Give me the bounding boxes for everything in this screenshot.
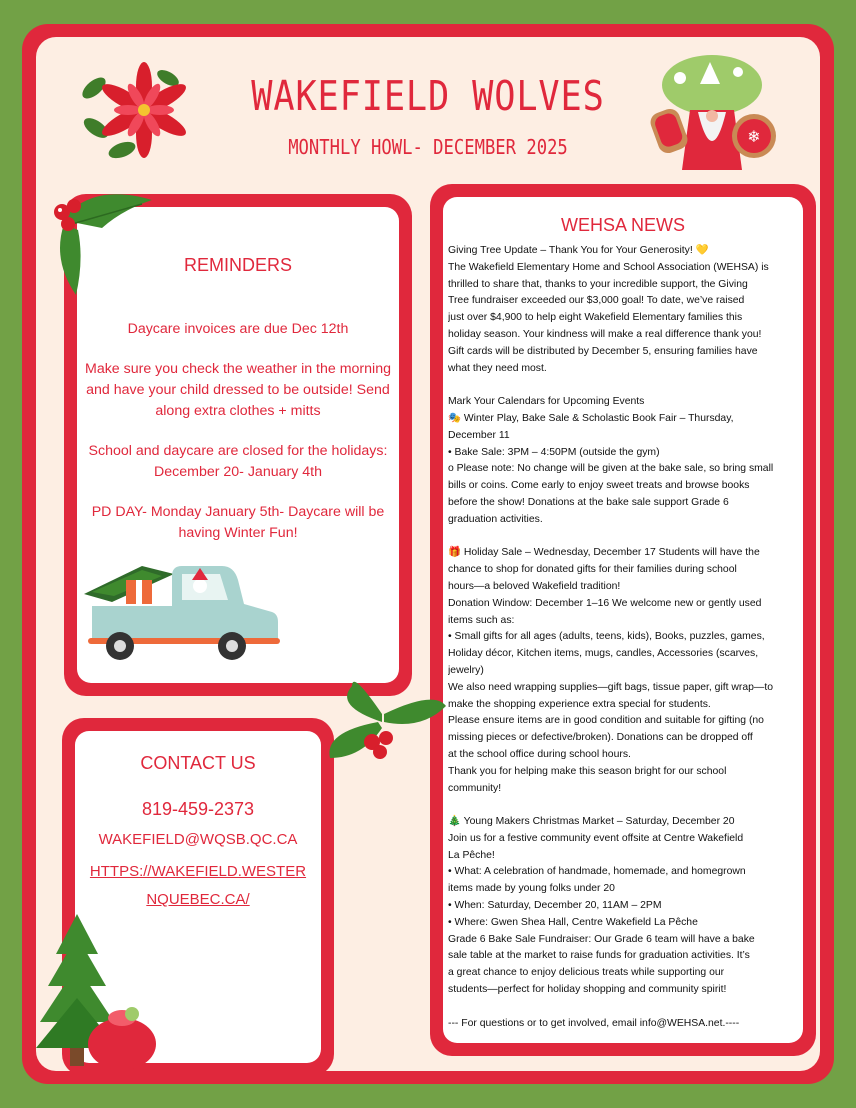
news-line: students—perfect for holiday shopping and community spirit! [448,984,727,996]
news-line: before the show! Donations at the bake sale support Grade 6 [448,496,729,508]
news-line: sale table at the market to raise funds for graduation activities. It’s [448,950,750,962]
contact-email: WAKEFIELD@WQSB.QC.CA [98,831,298,848]
christmas-tree-gift-icon [36,914,166,1074]
news-text [448,243,801,1032]
truck-with-tree-icon [82,556,282,668]
news-line: jewelry) [448,664,484,676]
news-line: • Where: Gwen Shea Hall, Centre Wakefield La Pêche [448,916,698,928]
news-line: December 11 [448,429,510,441]
news-card-body [443,197,803,1043]
newsletter-title: WAKEFIELD WOLVES [251,72,605,120]
news-blank-line [448,999,801,1016]
news-line: holiday season. Your kindness will make a real difference thank you! [448,328,762,340]
reminders-heading: REMINDERS [183,255,292,275]
reminder-item: School and daycare are closed for the holidays: December 20- January 4th [88,443,388,480]
news-line: items such as: [448,614,515,626]
news-heading: WEHSA NEWS [560,215,685,235]
contact-website-link[interactable]: HTTPS://WAKEFIELD.WESTERNQUEBEC.CA/ [89,863,307,908]
news-blank-line [448,377,801,394]
newsletter-subtitle: MONTHLY HOWL- DECEMBER 2025 [288,135,568,159]
contact-phone: 819-459-2373 [141,799,255,819]
holly-icon [42,180,172,300]
news-line: hours—a beloved Wakefield tradition! [448,580,621,592]
news-line: Donation Window: December 1–16 We welcome new or gently used [448,597,762,609]
news-line: Holiday décor, Kitchen items, mugs, candles, Accessories (scarves, [448,648,759,660]
news-line: chance to shop for donated gifts for their families during school [448,564,737,576]
news-line: Gift cards will be distributed by December 5, ensuring families have [448,345,758,357]
reminder-item: Daycare invoices are due Dec 12th [127,321,349,337]
news-line: 🎄 Young Makers Christmas Market – Saturday, December 20 [448,816,735,828]
gnome-cookies-icon [650,50,780,180]
news-line: • Bake Sale: 3PM – 4:50PM (outside the gym) [448,446,660,458]
news-line: Giving Tree Update – Thank You for Your Generosity! 💛 [448,245,709,256]
news-line: graduation activities. [448,513,543,525]
news-line: • When: Saturday, December 20, 11AM – 2PM [448,900,662,912]
news-line: a great chance to enjoy delicious treats while supporting our [448,967,725,979]
news-blank-line [448,529,801,546]
news-line: Mark Your Calendars for Upcoming Events [448,396,645,408]
news-line: make the shopping experience extra special for students. [448,698,711,710]
news-blank-line [448,797,801,814]
news-line: Thank you for helping make this season bright for our school [448,765,727,777]
news-line: community! [448,782,502,794]
news-line: bills or coins. Come early to enjoy sweet treats and browse books [448,480,750,492]
news-line: Tree fundraiser exceeded our $3,000 goal! To date, we’ve raised [448,295,745,307]
news-line: missing pieces or defective/broken). Donations can be dropped off [448,732,753,744]
reminder-item: Make sure you check the weather in the morning and have your child dressed to be outside! Send along extra clothes + mitts [85,361,391,419]
news-line: thrilled to share that, thanks to your incredible support, the Giving [448,278,748,290]
poinsettia-icon [72,58,197,163]
svg-text:❄: ❄ [747,127,761,146]
news-line: Join us for a festive community event offsite at Centre Wakefield [448,832,744,844]
news-line: • What: A celebration of handmade, homemade, and homegrown [448,866,746,878]
news-line: what they need most. [448,362,547,374]
reminder-item: PD DAY- Monday January 5th- Daycare will be having Winter Fun! [91,504,385,541]
holly-icon [322,666,452,776]
news-line: o Please note: No change will be given at the bake sale, so bring small [448,463,774,475]
news-line: • Small gifts for all ages (adults, teens, kids), Books, puzzles, games, [448,631,765,643]
news-line: 🎭 Winter Play, Bake Sale & Scholastic Book Fair – Thursday, [448,412,734,424]
news-line: The Wakefield Elementary Home and School Association (WEHSA) is [448,261,769,273]
contact-heading: CONTACT US [140,753,256,773]
news-line: Grade 6 Bake Sale Fundraiser: Our Grade 6 team will have a bake [448,933,755,945]
news-line: --- For questions or to get involved, email info@WEHSA.net.---- [448,1017,740,1029]
news-line: Please ensure items are in good condition and suitable for gifting (no [448,715,764,727]
news-line: at the school office during school hours. [448,748,631,760]
news-line: items made by young folks under 20 [448,883,615,895]
news-card [430,184,816,1056]
reminders-list [85,319,391,563]
news-line: just over $4,900 to help eight Wakefield Elementary families this [448,312,743,324]
news-line: 🎁 Holiday Sale – Wednesday, December 17 Students will have the [448,547,760,559]
news-line: We also need wrapping supplies—gift bags, tissue paper, gift wrap—to [448,681,773,693]
news-line: La Pêche! [448,849,495,861]
